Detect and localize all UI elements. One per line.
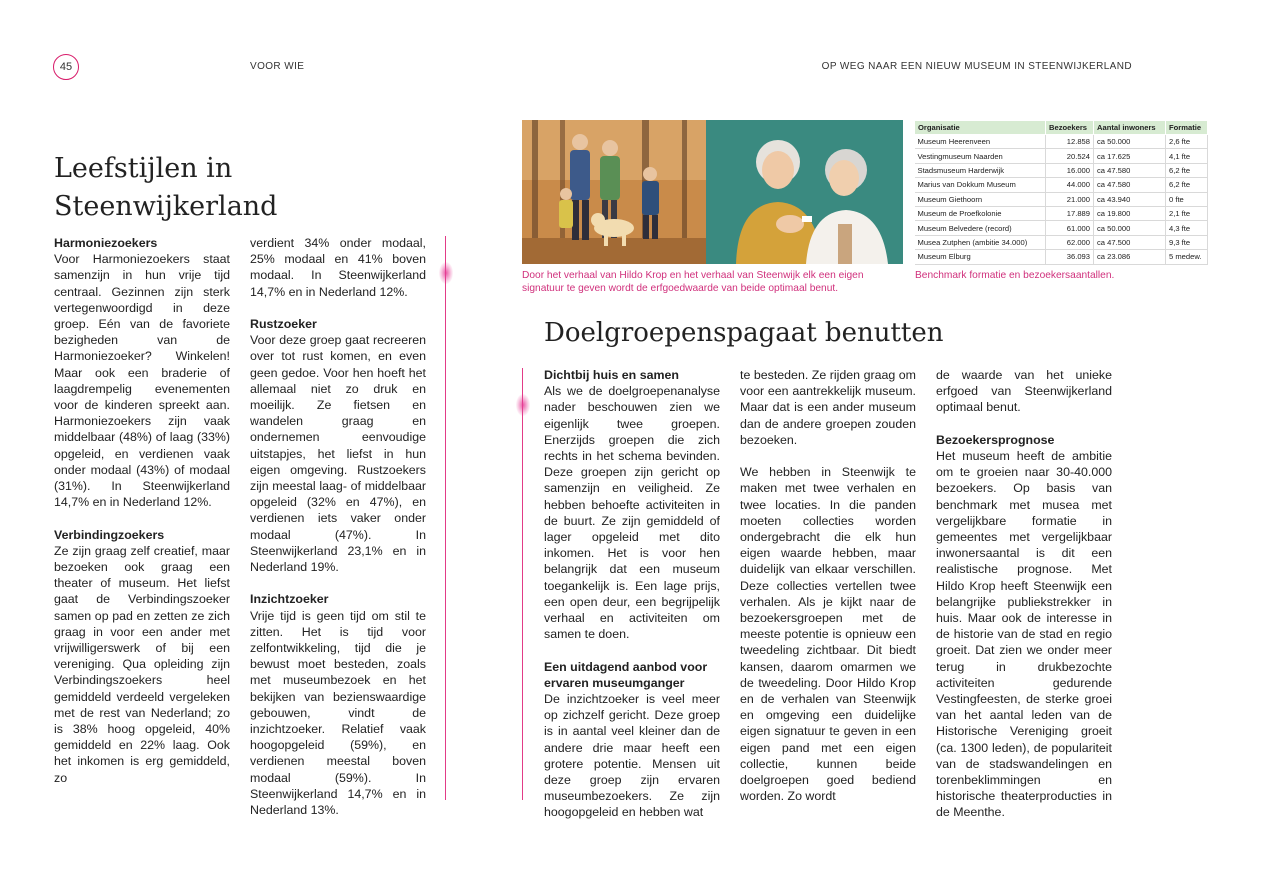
table-row (915, 235, 1208, 249)
table-header-row (915, 121, 1208, 135)
cell-bezoekers: 17.889 (1046, 206, 1094, 220)
cell-bezoekers: 62.000 (1046, 235, 1094, 249)
cell-formatie: 4,1 fte (1166, 149, 1208, 163)
table-row (915, 192, 1208, 206)
table-row (915, 178, 1208, 192)
cell-inwoners: ca 17.625 (1094, 149, 1166, 163)
cell-formatie: 4,3 fte (1166, 221, 1208, 235)
cell-formatie: 9,3 fte (1166, 235, 1208, 249)
paragraph-verbindingzoekers: Ze zijn graag zelf creatief, maar bezoeken ook graag een theater of museum. Het liefst gaat de Verbindingszoeker samen op pad en zetten ze zich graag in voor een ander met vrijwilligerswerk of bij een vereniging. Qua opleiding zijn Verbindingszoekers heel gemiddeld verdeeld vergeleken met de rest van Nederland; zo is 38% hoog opgeleid, 40% gemiddeld en 22% laag. Ook het inkomen is erg gemiddeld, zo (54, 543, 230, 785)
cell-organisatie: Museum Heerenveen (915, 135, 1046, 149)
cell-bezoekers: 20.524 (1046, 149, 1094, 163)
table-row (915, 206, 1208, 220)
title-line-1: Leefstijlen in (54, 153, 233, 184)
paragraph-harmoniezoekers: Voor Harmoniezoekers staat samenzijn in hun vrije tijd centraal. Gezinnen zijn sterk vertegenwoordigd in deze groep. Eén van de favoriete bezigheden van de Harmoniezoeker? Winkelen! Maar ook een braderie of laagdrempelig evenementen voor de kinderen spreekt aan. Harmoniezoekers zijn vaak middelbaar (48%) of laag (33%) opgeleid, en verdienen vaak onder modaal (43%) of modaal (31%). In Steenwijkerland 14,7% en in Nederland 12%. (54, 252, 230, 510)
paragraph-uitdagend-aanbod: De inzichtzoeker is veel meer op zichzelf gericht. Deze groep is in aantal veel kleiner dan de andere drie maar heeft een grotere potentie. Mensen uit deze groep zijn ervaren museumbezoekers. Ze zijn hoogopgeleid en hebben wat (544, 692, 720, 820)
th-formatie: Formatie (1166, 121, 1208, 135)
cell-formatie: 2,1 fte (1166, 206, 1208, 220)
right-page-title: Doelgroepenspagaat benutten (544, 318, 944, 348)
heading-harmoniezoekers: Harmoniezoekers (54, 236, 158, 250)
divider-line-left (445, 236, 446, 800)
paragraph-continued: te besteden. Ze rijden graag om voor een aantrekkelijk museum. Maar dat is een ander museum dan de andere groepen zouden bezoeken. (740, 368, 916, 447)
cell-inwoners: ca 47.580 (1094, 178, 1166, 192)
cell-organisatie: Museum Belvedere (record) (915, 221, 1046, 235)
family-photo (522, 120, 706, 264)
cell-inwoners: ca 23.086 (1094, 250, 1166, 264)
cell-bezoekers: 21.000 (1046, 192, 1094, 206)
heading-uitdagend-aanbod: Een uitdagend aanbod voor ervaren museumganger (544, 659, 708, 690)
column-4 (740, 367, 916, 804)
cell-formatie: 0 fte (1166, 192, 1208, 206)
column-1 (54, 235, 230, 786)
cell-inwoners: ca 19.800 (1094, 206, 1166, 220)
cell-formatie: 5 medew. (1166, 250, 1208, 264)
paragraph-bezoekersprognose: Het museum heeft de ambitie om te groeien naar 30-40.000 bezoekers. Op basis van benchmark met musea met vergelijkbare formatie in gemeentes met vergelijkbaar inwonersaantal is dit een realistische prognose. Met Hildo Krop heeft Steenwijk een belangrijke publiekstrekker in huis. Maar ook de interesse in de historie van de stad en regio groeit. Dat zien we onder meer terug in drukbezochte activiteiten gedurende Vestingfeesten, de sterke groei van het aantal leden van de Historische Vereniging groeit (ca. 1300 leden), de populariteit van de stadswandelingen en torenbeklimmingen en historische theaterproducties in de Meenthe. (936, 449, 1112, 820)
cell-organisatie: Museum Giethoorn (915, 192, 1046, 206)
accent-blob-left (439, 262, 453, 284)
th-organisatie: Organisatie (915, 121, 1046, 135)
cell-organisatie: Museum de Proefkolonie (915, 206, 1046, 220)
photo-caption: Door het verhaal van Hildo Krop en het verhaal van Steenwijk elk een eigen signatuur te geven wordt de erfgoedwaarde van beide optimaal benut. (522, 270, 864, 294)
paragraph-rustzoeker: Voor deze groep gaat recreeren over tot rust komen, en even geen gedoe. Voor hen hoeft het allemaal niet zo druk en moeilijk. Ze fietsen en wandelen graag en ondernemen eenvoudige uitstapjes, het liefst in hun eigen omgeving. Rustzoekers zijn meestal laag- of middelbaar opgeleid (32% en 47%), en verdienen iets vaker onder modaal (47%). In Steenwijkerland 23,1% en in Nederland 19%. (250, 333, 426, 575)
paragraph-inzichtzoeker: Vrije tijd is geen tijd om stil te zitten. Het is tijd voor zelfontwikkeling, tijd die je bewust moet besteden, zoals met museumbezoek en het bekijken van bezienswaardige gebouwen, vindt de inzichtzoeker. Relatief vaak hoogopgeleid (59%), en verdienen meestal boven modaal (59%). In Steenwijkerland 14,7% en in Nederland 13%. (250, 608, 426, 818)
column-3 (544, 367, 720, 821)
page-number: 45 (53, 54, 79, 80)
heading-rustzoeker: Rustzoeker (250, 317, 317, 331)
cell-organisatie: Musea Zutphen (ambitie 34.000) (915, 235, 1046, 249)
cell-organisatie: Vestingmuseum Naarden (915, 149, 1046, 163)
running-header-right: OP WEG NAAR EEN NIEUW MUSEUM IN STEENWIJKERLAND (821, 61, 1132, 72)
table-row (915, 221, 1208, 235)
cell-inwoners: ca 47.500 (1094, 235, 1166, 249)
column-5 (936, 367, 1112, 821)
cell-formatie: 2,6 fte (1166, 135, 1208, 149)
title-line-2: Steenwijkerland (54, 191, 278, 222)
table-row (915, 250, 1208, 264)
cell-organisatie: Museum Elburg (915, 250, 1046, 264)
cell-inwoners: ca 43.940 (1094, 192, 1166, 206)
cell-formatie: 6,2 fte (1166, 178, 1208, 192)
cell-formatie: 6,2 fte (1166, 163, 1208, 177)
paragraph-twee-verhalen: We hebben in Steenwijk te maken met twee verhalen en twee locaties. In die panden moeten collecties worden ondergebracht die elk hun eigen waarde hebben, maar duidelijk van elkaar verschillen. Deze collecties vertellen twee verhalen. Als je kijkt naar de bezoekersgroepen met de meeste potentie is opnieuw een tweedeling zichtbaar. Dit biedt kansen, daarom omarmen we de tweedeling. Door Hildo Krop en de verhalen van Steenwijk en omgeving een duidelijke eigen signatuur te geven in een eigen pand met een eigen collectie, kunnen beide doelgroepen goed bediend worden. Zo wordt (740, 465, 916, 804)
cell-organisatie: Stadsmuseum Harderwijk (915, 163, 1046, 177)
paragraph-continued: de waarde van het unieke erfgoed van Steenwijkerland optimaal benut. (936, 368, 1112, 415)
paragraph-continued: verdient 34% onder modaal, 25% modaal en 41% boven modaal. In Steenwijkerland 14,7% en in Nederland 12%. (250, 236, 426, 299)
accent-blob-right (516, 394, 530, 416)
cell-inwoners: ca 47.580 (1094, 163, 1166, 177)
heading-bezoekersprognose: Bezoekersprognose (936, 432, 1055, 447)
cell-bezoekers: 36.093 (1046, 250, 1094, 264)
th-inwoners: Aantal inwoners (1094, 121, 1166, 135)
cell-bezoekers: 12.858 (1046, 135, 1094, 149)
benchmark-table (914, 120, 1208, 265)
cell-bezoekers: 16.000 (1046, 163, 1094, 177)
column-2 (250, 235, 426, 818)
cell-organisatie: Marius van Dokkum Museum (915, 178, 1046, 192)
divider-line-right (522, 368, 523, 800)
paragraph-dichtbij-huis: Als we de doelgroepenanalyse nader beschouwen zien we eigenlijk twee groepen. Enerzijds groepen die zich rechts in het schema bevinden. Deze groepen zijn gericht op samenzijn en veiligheid. Ze hebben behoefte activiteiten in de buurt. Ze zijn gemiddeld of lager opgeleid met dito inkomen. Het is voor hen belangrijk dat een museum toegankelijk is. Een lage prijs, een open deur, een begrijpelijk verhaal en activiteiten om samen te doen. (544, 384, 720, 642)
heading-inzichtzoeker: Inzichtzoeker (250, 592, 329, 607)
cell-bezoekers: 61.000 (1046, 221, 1094, 235)
table-row (915, 149, 1208, 163)
th-bezoekers: Bezoekers (1046, 121, 1094, 135)
women-photo (706, 120, 903, 264)
table-caption: Benchmark formatie en bezoekersaantallen. (915, 270, 1115, 281)
table-row (915, 163, 1208, 177)
cell-bezoekers: 44.000 (1046, 178, 1094, 192)
running-header-left: VOOR WIE (250, 61, 305, 72)
heading-dichtbij-huis: Dichtbij huis en samen (544, 368, 679, 382)
heading-verbindingzoekers: Verbindingzoekers (54, 527, 165, 542)
cell-inwoners: ca 50.000 (1094, 221, 1166, 235)
cell-inwoners: ca 50.000 (1094, 135, 1166, 149)
left-page-title (54, 150, 277, 226)
table-row (915, 135, 1208, 149)
